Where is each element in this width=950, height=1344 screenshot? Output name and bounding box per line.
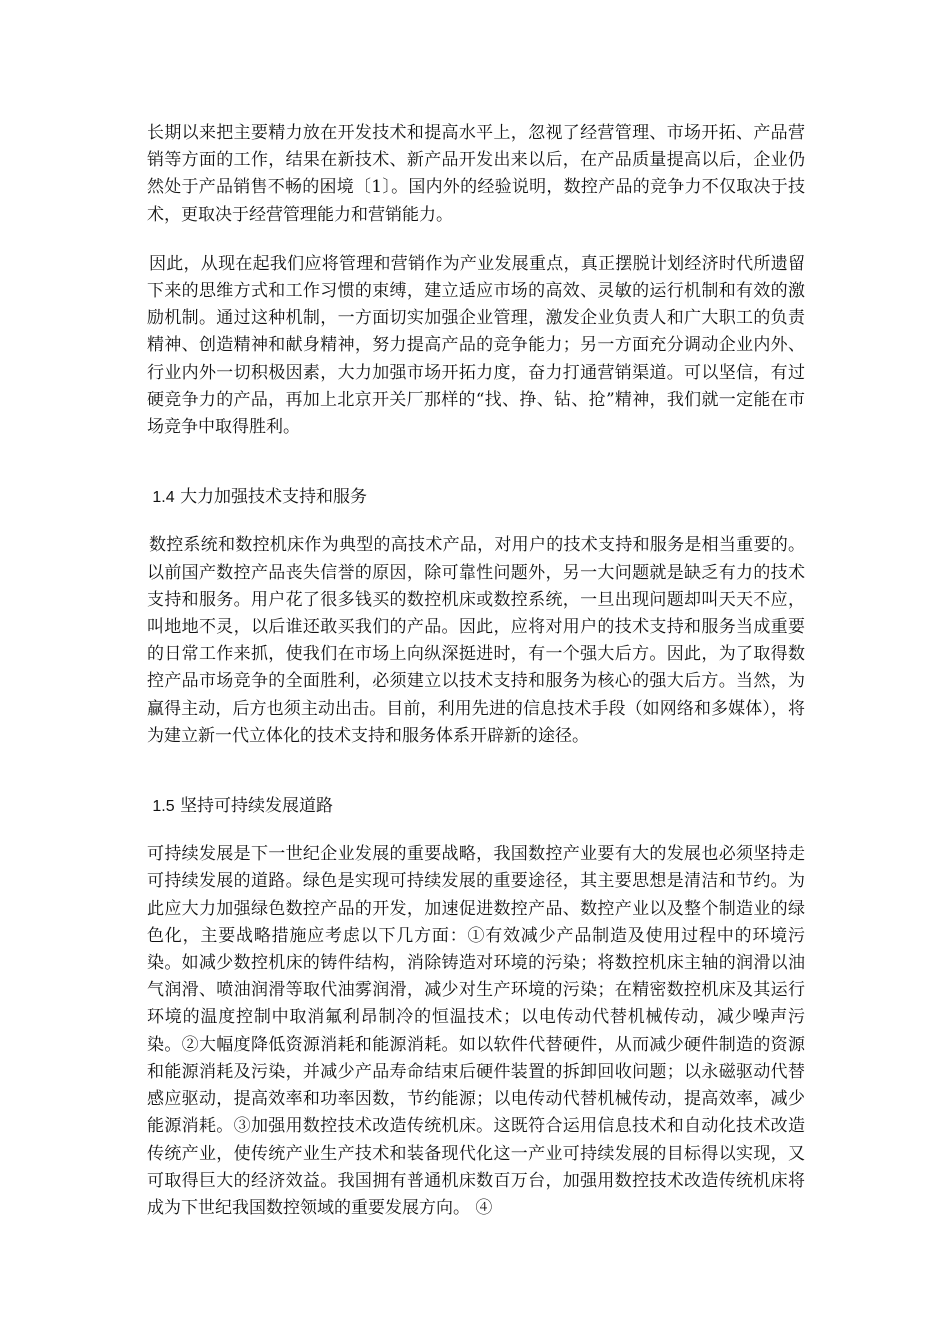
paragraph-marketing: 因此，从现在起我们应将管理和营销作为产业发展重点，真正摆脱计划经济时代所遗留下来的思维方式和工作习惯的束缚，建立适应市场的高效、灵敏的运行机制和有效的激励机制。通过这种机制，一方面切实加强企业管理，激发企业负责人和广大职工的负责精神、创造精神和献身精神，努力提高产品的竞争能力；另一方面充分调动企业内外、行业内外一切积极因素，大力加强市场开拓力度，奋力打通营销渠道。可以坚信，有过硬竞争力的产品，再加上北京开关厂那样的“找、挣、钻、抢”精神，我们就一定能在市场竞争中取得胜利。 <box>147 253 805 438</box>
paragraph-sustainable: 可持续发展是下一世纪企业发展的重要战略，我国数控产业要有大的发展也必须坚持走可持续发展的道路。绿色是实现可持续发展的重要途径，其主要思想是清洁和节约。为此应大力加强绿色数控产品的开发，加速促进数控产品、数控产业以及整个制造业的绿色化，主要战略措施应考虑以下几方面：①有效减少产品制造及使用过程中的环境污染。如减少数控机床的铸件结构，消除铸造对环境的污染；将数控机床主轴的润滑以油气润滑、喷油润滑等取代油雾润滑，减少对生产环境的污染；在精密数控机床及其运行环境的温度控制中取消氟利昂制冷的恒温技术；以电传动代替机械传动，减少噪声污染。②大幅度降低资源消耗和能源消耗。如以软件代替硬件，从而减少硬件制造的资源和能源消耗及污染，并减少产品寿命结束后硬件装置的拆卸回收问题；以永磁驱动代替感应驱动，提高效率和功率因数，节约能源；以电传动代替机械传动，提高效率，减少能源消耗。③加强用数控技术改造传统机床。这既符合运用信息技术和自动化技术改造传统产业，使传统产业生产技术和装备现代化这一产业可持续发展的目标得以实现，又可取得巨大的经济效益。我国拥有普通机床数百万台，加强用数控技术改造传统机床将成为下世纪我国数控领域的重要发展方向。 ④ <box>147 844 805 1218</box>
section-title: 大力加强技术支持和服务 <box>180 487 368 508</box>
document-page <box>147 120 805 1222</box>
section-heading-1-5 <box>147 793 805 820</box>
paragraph-management: 长期以来把主要精力放在开发技术和提高水平上，忽视了经营管理、市场开拓、产品营销等方面的工作，结果在新技术、新产品开发出来以后，在产品质量提高以后，企业仍然处于产品销售不畅的困境〔1〕。国内外的经验说明，数控产品的竞争力不仅取决于技术，更取决于经营管理能力和营销能力。 <box>147 123 805 225</box>
section-number: 1.5 <box>152 798 175 816</box>
section-title: 坚持可持续发展道路 <box>180 796 334 817</box>
section-heading-1-4 <box>147 484 805 511</box>
paragraph-tech-support: 数控系统和数控机床作为典型的高技术产品，对用户的技术支持和服务是相当重要的。以前国产数控产品丧失信誉的原因，除可靠性问题外，另一大问题就是缺乏有力的技术支持和服务。用户花了很多钱买的数控机床或数控系统，一旦出现问题却叫天天不应，叫地地不灵，以后谁还敢买我们的产品。因此，应将对用户的技术支持和服务当成重要的日常工作来抓，使我们在市场上向纵深挺进时，有一个强大后方。因此，为了取得数控产品市场竞争的全面胜利，必须建立以技术支持和服务为核心的强大后方。当然，为赢得主动，后方也须主动出击。目前，利用先进的信息技术手段（如网络和多媒体），将为建立新一代立体化的技术支持和服务体系开辟新的途径。 <box>147 535 805 746</box>
section-number: 1.4 <box>152 489 175 507</box>
